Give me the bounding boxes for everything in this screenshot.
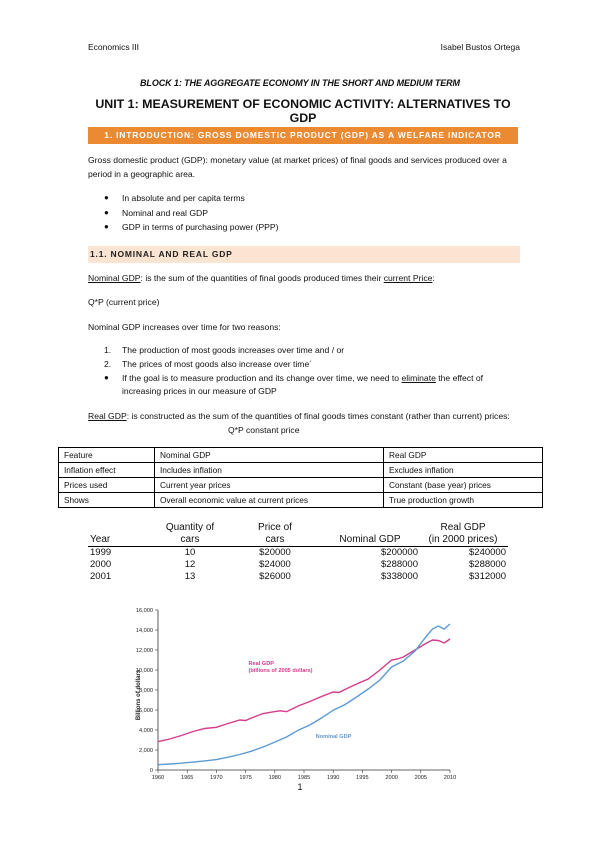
section-1-1-heading: 1.1. NOMINAL AND REAL GDP [88,246,520,263]
real-gdp-term: Real GDP [88,411,127,421]
nominal-gdp-text: : is the sum of the quantities of final goods produced times their [140,273,384,283]
table-header-row [88,522,508,547]
table-row [59,493,543,508]
y-tick-label: 6,000 [139,708,153,714]
table-cell: $338000 [381,571,418,582]
table-cell: 1999 [90,547,112,558]
x-tick-label: 1960 [151,775,165,781]
table-row [88,547,508,560]
bullet-icon: ● [104,208,109,217]
real-gdp-line [158,639,450,742]
y-tick-label: 16,000 [135,608,153,614]
table-cell: 13 [184,571,196,582]
table-cell: $288000 [381,559,418,570]
table-cell: Inflation effect [59,463,155,478]
nominal-gdp-line [158,624,450,765]
x-tick-label: 1985 [297,775,311,781]
y-tick-label: 10,000 [135,668,153,674]
table-cell: 2000 [90,559,112,570]
x-tick-label: 1975 [239,775,252,781]
bullet-icon: ● [104,373,109,382]
list-marker: 1. [104,345,112,355]
increase-intro: Nominal GDP increases over time for two reasons: [88,322,281,332]
goal-text-end: the effect of increasing prices in our measure of GDP [122,373,484,396]
eliminate-term: eliminate [401,373,436,383]
real-gdp-text: : is constructed as the sum of the quantities of final goods times constant (rather than current) prices: [126,411,510,421]
table-header: Real GDP (in 2000 prices) [420,522,508,547]
header-right: Isabel Bustos Ortega [440,42,520,52]
legend-nominal-gdp: Nominal GDP [315,734,352,740]
table-header: Year [88,522,150,547]
legend-real-gdp: Real GDP [248,661,275,667]
x-tick-label: 1970 [210,775,223,781]
table-header: Nominal GDP [320,522,420,547]
table-cell: $26000 [259,571,291,582]
x-tick-label: 1965 [180,775,194,781]
bullet-icon: ● [104,222,109,231]
x-tick-label: 1995 [356,775,369,781]
y-tick-label: 0 [149,768,153,774]
formula-current: Q*P (current price) [88,297,160,307]
goal-item [122,372,518,398]
bullet-item: GDP in terms of purchasing power (PPP) [122,222,279,232]
table-cell: Overall economic value at current prices [155,493,384,508]
table-cell: $200000 [381,547,418,558]
reason-item: The prices of most goods also increase over time´ [122,359,313,369]
table-header: Quantity of cars [150,522,230,547]
table-cell: $24000 [259,559,291,570]
table-cell: $312000 [469,571,506,582]
table-cell: Prices used [59,478,155,493]
formula-constant: Q*P constant price [228,425,300,435]
unit-title: UNIT 1: MEASUREMENT OF ECONOMIC ACTIVITY: ALTERNATIVES TO GDP [95,97,511,125]
table-cell: Shows [59,493,155,508]
table-cell: Includes inflation [155,463,384,478]
bullet-item: Nominal and real GDP [122,208,208,218]
x-tick-label: 2005 [414,775,428,781]
page-number: 1 [297,782,303,792]
table-row [59,478,543,493]
nominal-gdp-definition [88,271,518,285]
table-cell: $240000 [469,547,506,558]
y-tick-label: 4,000 [139,728,153,734]
current-price-term: current Price [383,273,433,283]
punctuation: : [432,273,435,283]
table-cell: Current year prices [155,478,384,493]
bullet-item: In absolute and per capita terms [122,193,245,203]
gdp-line-chart [128,600,468,785]
table-header: Price of cars [230,522,320,547]
goal-text: If the goal is to measure production and its change over time, we need to [122,373,402,383]
table-cell: Feature [59,448,155,463]
table-row [59,463,543,478]
x-tick-label: 1990 [326,775,340,781]
y-axis-label: Billions of dollars [136,669,142,721]
comparison-table [58,447,543,508]
x-tick-label: 1980 [268,775,282,781]
table-cell: $288000 [469,559,506,570]
table-cell: Real GDP [384,448,543,463]
reason-item: The production of most goods increases over time and / or [122,345,345,355]
header-left: Economics III [88,42,140,52]
table-row [88,559,508,571]
table-row [88,571,508,583]
table-cell: Nominal GDP [155,448,384,463]
table-cell: Excludes inflation [384,463,543,478]
table-cell: Constant (base year) prices [384,478,543,493]
bullet-icon: ● [104,193,109,202]
table-header-row [59,448,543,463]
x-tick-label: 2010 [443,775,457,781]
block-title: BLOCK 1: THE AGGREGATE ECONOMY IN THE SHORT AND MEDIUM TERM [140,78,460,88]
gdp-definition: Gross domestic product (GDP): monetary value (at market prices) of final goods and services produced over a period in a geographic area. [88,155,507,179]
y-tick-label: 14,000 [135,628,153,634]
legend-real-gdp-units: (billions of 2005 dollars) [248,668,313,674]
nominal-gdp-term: Nominal GDP [88,273,141,283]
real-gdp-definition [88,409,518,423]
y-tick-label: 2,000 [139,748,153,754]
table-cell: 10 [184,547,196,558]
x-tick-label: 2000 [385,775,398,781]
y-tick-label: 12,000 [135,648,153,654]
table-cell: True production growth [384,493,543,508]
table-cell: $20000 [259,547,291,558]
section-1-heading: 1. INTRODUCTION: GROSS DOMESTIC PRODUCT (GDP) AS A WELFARE INDICATOR [88,127,518,144]
cars-gdp-table [88,522,508,583]
table-cell: 12 [184,559,196,570]
y-tick-label: 8,000 [139,688,153,694]
table-cell: 2001 [90,571,112,582]
list-marker: 2. [104,359,112,369]
